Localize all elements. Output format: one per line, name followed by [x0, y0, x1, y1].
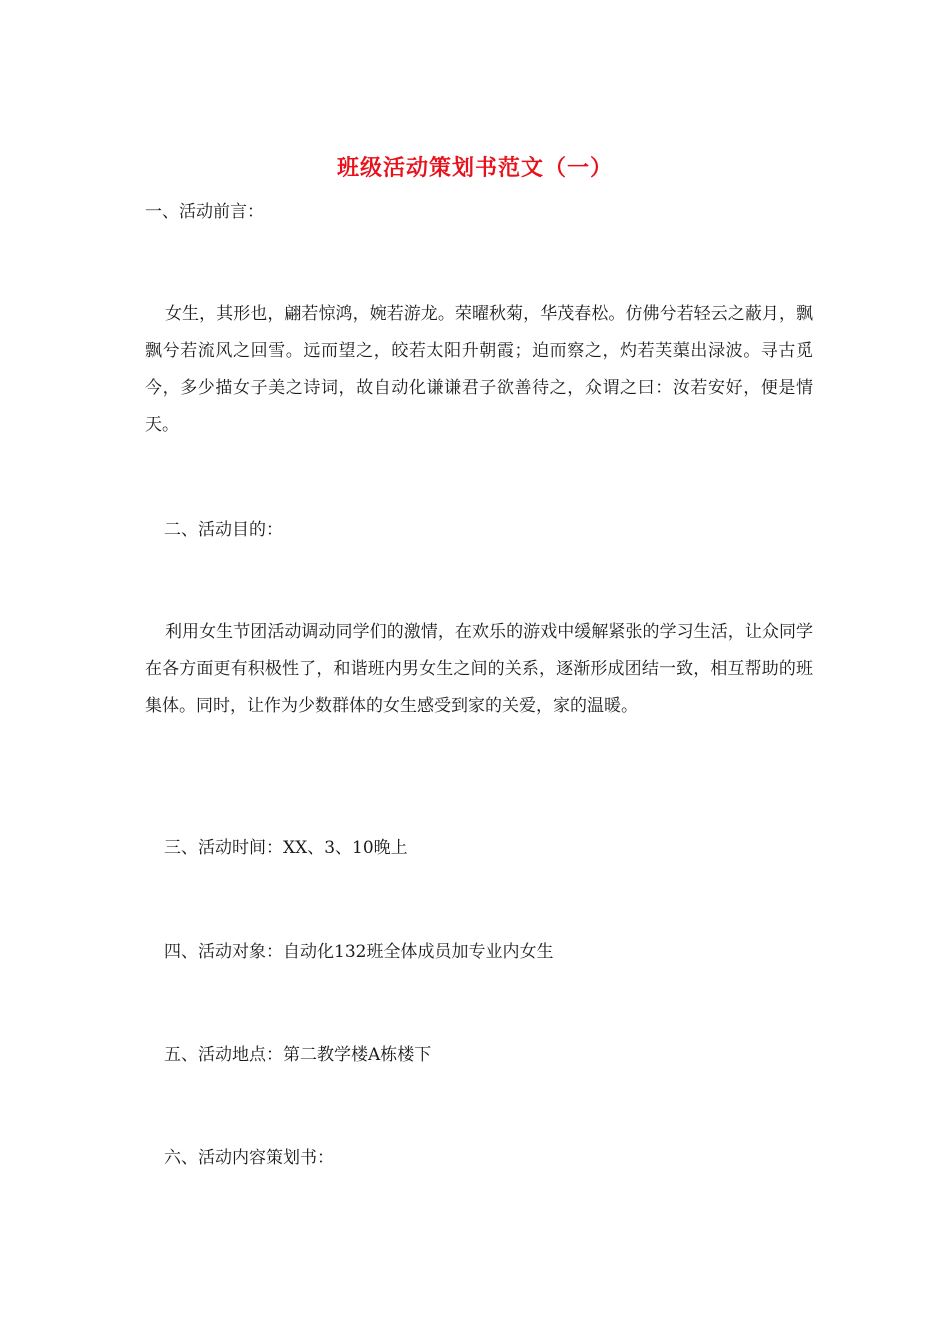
section-6-heading: 六、活动内容策划书：: [164, 1148, 334, 1168]
document-title: 班级活动策划书范文（一）: [336, 155, 613, 181]
section-2-heading: 二、活动目的：: [164, 520, 283, 540]
section-5-location: 五、活动地点：第二教学楼A栋楼下: [164, 1045, 432, 1065]
section-4-audience: 四、活动对象：自动化132班全体成员加专业内女生: [164, 942, 554, 962]
section-3-time: 三、活动时间：XX、3、10晚上: [164, 838, 408, 858]
section-2-body: 利用女生节团活动调动同学们的激情，在欢乐的游戏中缓解紧张的学习生活，让众同学在各方面更有积极性了，和谐班内男女生之间的关系，逐渐形成团结一致，相互帮助的班集体。同时，让作为少数群体的女生感受到家的关爱，家的温暖。: [145, 622, 813, 716]
section-1-body: 女生，其形也，翩若惊鸿，婉若游龙。荣曜秋菊，华茂春松。仿佛兮若轻云之蔽月，飘飘兮若流风之回雪。远而望之，皎若太阳升朝霞；迫而察之，灼若芙蕖出渌波。寻古觅今，多少描女子美之诗词，故自动化谦谦君子欲善待之，众谓之曰：汝若安好，便是情天。: [145, 304, 813, 435]
section-1-heading: 一、活动前言：: [145, 202, 264, 222]
